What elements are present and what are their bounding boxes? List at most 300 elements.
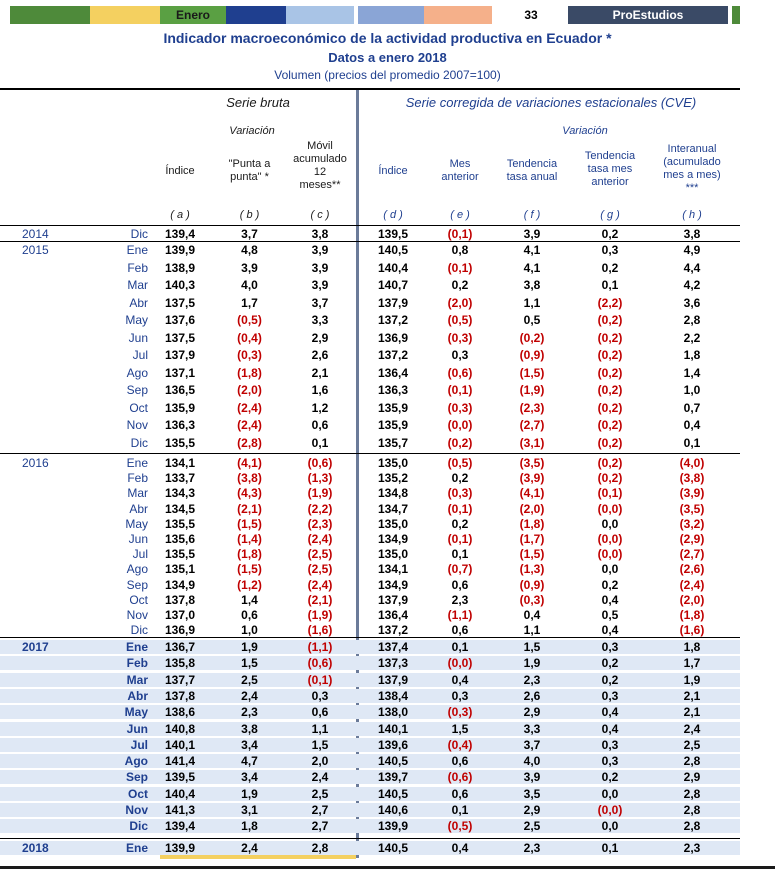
color-segment-navy	[226, 6, 286, 24]
row-cell: (2,2)	[597, 295, 623, 310]
row-cell: 0,6	[241, 608, 258, 622]
row-year	[22, 738, 80, 752]
row-month: Ene	[125, 640, 148, 654]
row-cell: (0,0)	[597, 501, 623, 516]
table-row	[0, 331, 740, 345]
table-row	[0, 383, 740, 397]
table-row	[0, 770, 740, 784]
row-cell: 140,5	[377, 243, 409, 257]
row-cell: 0,4	[451, 841, 469, 855]
row-cell: 138,6	[164, 705, 196, 720]
row-year	[22, 532, 80, 546]
row-cell: 2,2	[683, 330, 701, 345]
row-cell: 141,3	[164, 803, 196, 817]
row-cell: 137,9	[377, 592, 409, 607]
row-month: Ago	[124, 754, 148, 769]
row-cell: 4,0	[523, 754, 541, 769]
row-cell: (2,0)	[679, 592, 705, 607]
row-cell: 1,5	[523, 640, 541, 654]
row-cell: (2,1)	[307, 592, 333, 607]
row-cell: 0,6	[311, 418, 329, 432]
row-cell: 137,2	[377, 313, 409, 327]
row-cell: 0,2	[601, 770, 619, 785]
row-cell: 139,9	[164, 841, 196, 855]
row-cell: 3,5	[523, 786, 541, 801]
row-cell: (2,4)	[237, 400, 262, 415]
col-movil-line1: Móvil	[307, 140, 333, 152]
row-cell: 134,8	[377, 486, 409, 501]
row-cell: 137,3	[377, 656, 409, 671]
row-cell: (0,3)	[237, 348, 262, 362]
row-cell: 2,3	[451, 592, 469, 607]
letter-g: ( g )	[600, 209, 620, 221]
row-cell: 135,5	[164, 435, 196, 450]
row-cell: (0,2)	[597, 471, 623, 486]
table-row	[0, 313, 740, 327]
row-cell: 136,4	[377, 365, 409, 380]
row-cell: 1,9	[683, 672, 701, 687]
row-year	[22, 547, 80, 561]
row-year	[22, 593, 80, 607]
table-row	[0, 656, 740, 670]
row-cell: (0,6)	[447, 365, 473, 380]
letter-f: ( f )	[523, 209, 541, 221]
table-row	[0, 673, 740, 687]
row-year	[22, 278, 80, 292]
row-month: Jul	[132, 348, 148, 362]
row-year	[22, 673, 80, 687]
table-row	[0, 593, 740, 607]
row-cell: 2,7	[311, 803, 329, 817]
row-cell: 1,2	[311, 400, 329, 415]
table-row	[0, 436, 740, 450]
row-cell: (0,0)	[597, 532, 623, 546]
row-cell: (2,5)	[307, 562, 333, 577]
row-cell: 0,8	[451, 243, 469, 257]
rule-after-2015	[0, 453, 740, 454]
row-cell: 1,1	[523, 623, 541, 638]
row-cell: 0,6	[451, 754, 469, 769]
color-segment-green	[10, 6, 90, 24]
col-interanual	[650, 143, 734, 195]
table-row	[0, 227, 740, 241]
footer-rule	[0, 866, 775, 869]
row-cell: 135,5	[164, 547, 196, 562]
row-cell: (0,0)	[597, 803, 623, 817]
table-row	[0, 296, 740, 310]
row-cell: 2,8	[683, 803, 701, 817]
row-cell: 137,9	[377, 295, 409, 310]
row-cell: (0,9)	[519, 577, 545, 592]
row-cell: 0,4	[601, 721, 619, 736]
row-cell: 2,9	[311, 330, 329, 345]
letter-b: ( b )	[239, 209, 260, 221]
row-cell: 0,3	[451, 688, 469, 703]
row-cell: (1,7)	[519, 532, 545, 546]
row-cell: (2,0)	[519, 501, 545, 516]
col-punta-a-punta	[212, 158, 287, 184]
row-cell: 0,0	[601, 786, 619, 801]
row-cell: 1,8	[683, 348, 701, 362]
row-cell: 137,8	[164, 592, 196, 607]
row-cell: 1,8	[683, 640, 701, 654]
row-cell: 3,7	[311, 295, 329, 310]
row-cell: 137,5	[164, 330, 196, 345]
row-cell: 0,3	[311, 688, 329, 703]
table-row	[0, 803, 740, 817]
row-cell: (3,5)	[679, 501, 705, 516]
row-cell: (0,6)	[307, 456, 333, 470]
row-year	[22, 517, 80, 531]
row-cell: 2,4	[683, 721, 701, 736]
row-cell: (2,7)	[519, 418, 545, 432]
letter-h: ( h )	[682, 209, 702, 221]
row-cell: (0,2)	[597, 330, 623, 345]
row-cell: 136,3	[377, 383, 409, 397]
table-row	[0, 471, 740, 485]
row-cell: 134,9	[377, 577, 409, 592]
col-tend-mes-line1: Tendencia	[584, 150, 636, 162]
row-cell: (0,2)	[597, 348, 623, 362]
row-cell: (1,8)	[237, 547, 262, 562]
row-year	[22, 656, 80, 670]
row-cell: 140,7	[377, 278, 409, 292]
row-month: Dic	[130, 435, 148, 450]
row-cell: 135,0	[377, 547, 409, 562]
row-cell: (0,3)	[519, 592, 545, 607]
row-cell: 135,9	[377, 418, 409, 432]
row-cell: 2,8	[683, 313, 701, 327]
row-cell: 2,5	[683, 737, 701, 752]
row-cell: (0,1)	[447, 260, 473, 275]
row-year	[22, 261, 80, 275]
table-row	[0, 348, 740, 362]
row-cell: 137,8	[164, 688, 196, 703]
row-cell: (0,1)	[597, 486, 623, 501]
row-cell: 2,0	[311, 754, 329, 769]
row-cell: 138,9	[164, 260, 196, 275]
row-month: Abr	[129, 501, 148, 516]
table-row	[0, 787, 740, 801]
row-cell: 0,1	[311, 435, 329, 450]
row-cell: 134,7	[377, 501, 409, 516]
row-cell: 3,1	[241, 803, 258, 817]
row-month: Dic	[130, 227, 148, 241]
row-cell: 4,4	[683, 260, 701, 275]
row-cell: 4,8	[241, 243, 258, 257]
row-cell: 140,8	[164, 721, 196, 736]
row-cell: 133,7	[164, 471, 196, 486]
col-interanual-line1: Interanual	[667, 143, 717, 155]
row-cell: (0,2)	[597, 400, 623, 415]
row-month: Abr	[129, 295, 148, 310]
table-row	[0, 532, 740, 546]
row-cell: 1,4	[241, 592, 258, 607]
row-cell: (3,9)	[679, 486, 705, 501]
row-cell: 139,9	[164, 243, 196, 257]
row-cell: (0,1)	[447, 383, 473, 397]
table-subtitle: Datos a enero 2018	[328, 50, 447, 65]
row-cell: (3,2)	[679, 516, 705, 531]
row-month: Ene	[125, 841, 148, 855]
row-cell: (3,8)	[237, 471, 262, 486]
row-month: May	[125, 313, 148, 327]
row-cell: (1,5)	[237, 562, 262, 577]
row-month: Ene	[126, 456, 148, 470]
row-cell: (0,7)	[447, 562, 473, 577]
row-cell: (1,6)	[307, 623, 333, 638]
row-cell: (4,0)	[679, 456, 705, 470]
table-row	[0, 841, 740, 855]
row-cell: (0,6)	[307, 656, 333, 671]
row-cell: 0,2	[601, 577, 619, 592]
col-punta-line2: punta" *	[230, 171, 269, 183]
row-cell: 137,9	[377, 672, 409, 687]
row-cell: 1,9	[523, 656, 541, 671]
row-cell: 140,4	[377, 260, 409, 275]
row-cell: 1,5	[241, 656, 258, 671]
color-segment-blue	[358, 6, 424, 24]
row-cell: 1,9	[241, 640, 258, 654]
col-tend-mes-line2: tasa mes	[587, 163, 633, 175]
table-units: Volumen (precios del promedio 2007=100)	[274, 68, 501, 82]
col-punta-line1: "Punta a	[228, 158, 271, 170]
row-cell: 134,1	[377, 562, 409, 577]
row-cell: 2,6	[311, 348, 329, 362]
row-cell: 140,5	[377, 786, 409, 801]
row-cell: (0,1)	[447, 501, 473, 516]
row-cell: 2,7	[311, 819, 329, 834]
row-year	[22, 502, 80, 516]
row-cell: (0,3)	[447, 486, 473, 501]
row-cell: 139,5	[164, 770, 196, 785]
row-cell: (0,0)	[597, 547, 623, 562]
col-mes-anterior	[432, 158, 488, 184]
table-row	[0, 705, 740, 719]
table-row	[0, 623, 740, 637]
row-cell: 140,1	[377, 721, 409, 736]
row-cell: (2,7)	[679, 547, 705, 562]
row-cell: (0,1)	[447, 227, 473, 241]
row-cell: 0,0	[601, 562, 619, 577]
table-row	[0, 640, 740, 654]
row-cell: 3,4	[241, 737, 258, 752]
table-row	[0, 401, 740, 415]
row-cell: 0,6	[451, 577, 469, 592]
row-cell: 2,4	[311, 770, 329, 785]
row-year	[22, 296, 80, 310]
row-cell: 0,3	[601, 754, 619, 769]
row-cell: 1,0	[241, 623, 258, 638]
col-indice-cve: Índice	[378, 165, 408, 177]
row-cell: 0,3	[451, 348, 469, 362]
header-color-bar	[0, 0, 775, 24]
row-cell: 141,4	[164, 754, 196, 769]
row-year	[22, 366, 80, 380]
row-cell: 0,6	[451, 786, 469, 801]
row-cell: 0,3	[601, 737, 619, 752]
table-row	[0, 502, 740, 516]
row-cell: 3,9	[311, 243, 329, 257]
row-month: Dic	[130, 623, 148, 638]
row-month: Sep	[126, 383, 148, 397]
row-cell: 3,6	[683, 295, 701, 310]
col-tend-mes-line3: anterior	[591, 176, 629, 188]
row-cell: 139,4	[164, 227, 196, 241]
row-cell: 135,7	[377, 435, 409, 450]
row-cell: (1,5)	[237, 516, 262, 531]
rule-header-bottom	[0, 225, 740, 226]
serie-bruta-header: Serie bruta	[226, 95, 290, 110]
row-cell: (0,3)	[447, 400, 473, 415]
row-year	[22, 331, 80, 345]
table-row	[0, 278, 740, 292]
row-cell: (2,9)	[679, 532, 705, 546]
row-cell: (1,8)	[519, 516, 545, 531]
row-cell: 2,6	[523, 688, 541, 703]
row-cell: 3,3	[523, 721, 541, 736]
row-cell: (0,2)	[597, 383, 623, 397]
row-cell: (1,4)	[237, 532, 262, 546]
row-cell: 140,1	[164, 737, 196, 752]
row-month: Sep	[125, 770, 148, 785]
row-cell: 0,3	[601, 640, 619, 654]
row-cell: (0,1)	[307, 672, 333, 687]
row-cell: 0,2	[601, 672, 619, 687]
row-cell: 1,8	[241, 819, 258, 834]
col-tend-anual-line1: Tendencia	[506, 158, 558, 170]
row-year	[22, 418, 80, 432]
row-cell: (0,0)	[447, 656, 473, 671]
row-cell: 139,6	[377, 737, 409, 752]
row-cell: 0,1	[601, 278, 619, 292]
row-cell: 3,8	[311, 227, 329, 241]
row-cell: 134,3	[164, 486, 196, 501]
row-cell: 137,1	[164, 365, 196, 380]
row-cell: (2,4)	[307, 532, 333, 546]
row-cell: 4,2	[683, 278, 701, 292]
row-cell: (0,5)	[447, 313, 473, 327]
row-cell: (3,8)	[679, 471, 705, 486]
row-cell: 140,5	[377, 754, 409, 769]
col-movil-line3: 12	[313, 166, 327, 178]
row-year: 2014	[22, 227, 49, 241]
row-month: Mar	[127, 278, 148, 292]
row-cell: 137,5	[164, 295, 196, 310]
row-cell: 2,4	[241, 688, 258, 703]
row-cell: 139,9	[377, 819, 409, 834]
row-cell: (0,5)	[447, 819, 473, 834]
row-cell: 0,2	[451, 471, 469, 486]
color-segment-salmon	[424, 6, 492, 24]
row-month: Feb	[126, 656, 148, 671]
row-cell: 1,0	[683, 383, 701, 397]
col-tend-anual-line2: tasa anual	[506, 171, 558, 183]
row-cell: 134,9	[377, 532, 409, 546]
col-movil-line2: acumulado	[293, 153, 347, 165]
row-cell: 2,9	[523, 705, 541, 720]
row-year	[22, 705, 80, 719]
row-cell: 138,0	[377, 705, 409, 720]
row-cell: (0,2)	[597, 435, 623, 450]
row-cell: 1,5	[311, 737, 329, 752]
table-row	[0, 754, 740, 768]
row-cell: 0,2	[451, 516, 469, 531]
row-year	[22, 486, 80, 500]
row-cell: 136,9	[377, 330, 409, 345]
row-cell: 2,8	[683, 754, 701, 769]
row-cell: 134,5	[164, 501, 196, 516]
row-cell: 0,1	[451, 803, 469, 817]
row-year	[22, 313, 80, 327]
row-month: Mar	[127, 486, 148, 501]
row-cell: (1,6)	[679, 623, 705, 638]
row-cell: 137,2	[377, 623, 409, 638]
table-row	[0, 608, 740, 622]
table-row	[0, 722, 740, 736]
row-cell: (1,8)	[237, 365, 262, 380]
table-row	[0, 366, 740, 380]
row-cell: (0,2)	[597, 418, 623, 432]
row-year	[22, 754, 80, 768]
row-cell: (3,5)	[519, 456, 545, 470]
row-cell: (3,1)	[519, 435, 545, 450]
row-cell: (3,9)	[519, 471, 545, 486]
row-month: Nov	[126, 608, 148, 622]
rule-after-2016	[0, 637, 740, 638]
row-cell: (0,3)	[447, 330, 473, 345]
row-cell: 2,8	[683, 786, 701, 801]
row-cell: (2,2)	[307, 501, 333, 516]
row-cell: (0,2)	[519, 330, 545, 345]
row-year	[22, 803, 80, 817]
table-row	[0, 456, 740, 470]
row-cell: 0,0	[601, 516, 619, 531]
row-cell: 2,1	[683, 705, 701, 720]
row-month: Feb	[127, 471, 148, 486]
row-month: Abr	[127, 688, 148, 703]
row-cell: 3,9	[241, 260, 258, 275]
row-year	[22, 819, 80, 833]
row-cell: 3,7	[241, 227, 258, 241]
row-cell: (1,9)	[519, 383, 545, 397]
row-cell: 0,2	[451, 278, 469, 292]
row-cell: 135,1	[164, 562, 196, 577]
row-cell: 136,5	[164, 383, 196, 397]
row-cell: 2,9	[523, 803, 541, 817]
row-cell: (4,3)	[237, 486, 262, 501]
col-interanual-line4: ***	[685, 182, 699, 194]
row-cell: (1,3)	[519, 562, 545, 577]
row-cell: 1,1	[311, 721, 329, 736]
row-year	[22, 623, 80, 637]
row-cell: 4,9	[683, 243, 701, 257]
row-cell: (0,6)	[447, 770, 473, 785]
row-cell: 1,6	[311, 383, 329, 397]
row-cell: 2,3	[683, 841, 701, 855]
row-cell: (1,5)	[519, 547, 545, 562]
row-year	[22, 722, 80, 736]
brand-label: ProEstudios	[568, 6, 728, 24]
row-cell: 137,2	[377, 348, 409, 362]
row-month: Oct	[129, 592, 148, 607]
row-cell: 2,3	[241, 705, 258, 720]
row-year	[22, 383, 80, 397]
row-cell: 0,4	[601, 592, 619, 607]
row-cell: (2,5)	[307, 547, 333, 562]
col-indice-bruta: Índice	[165, 165, 195, 177]
row-cell: (2,1)	[237, 501, 262, 516]
